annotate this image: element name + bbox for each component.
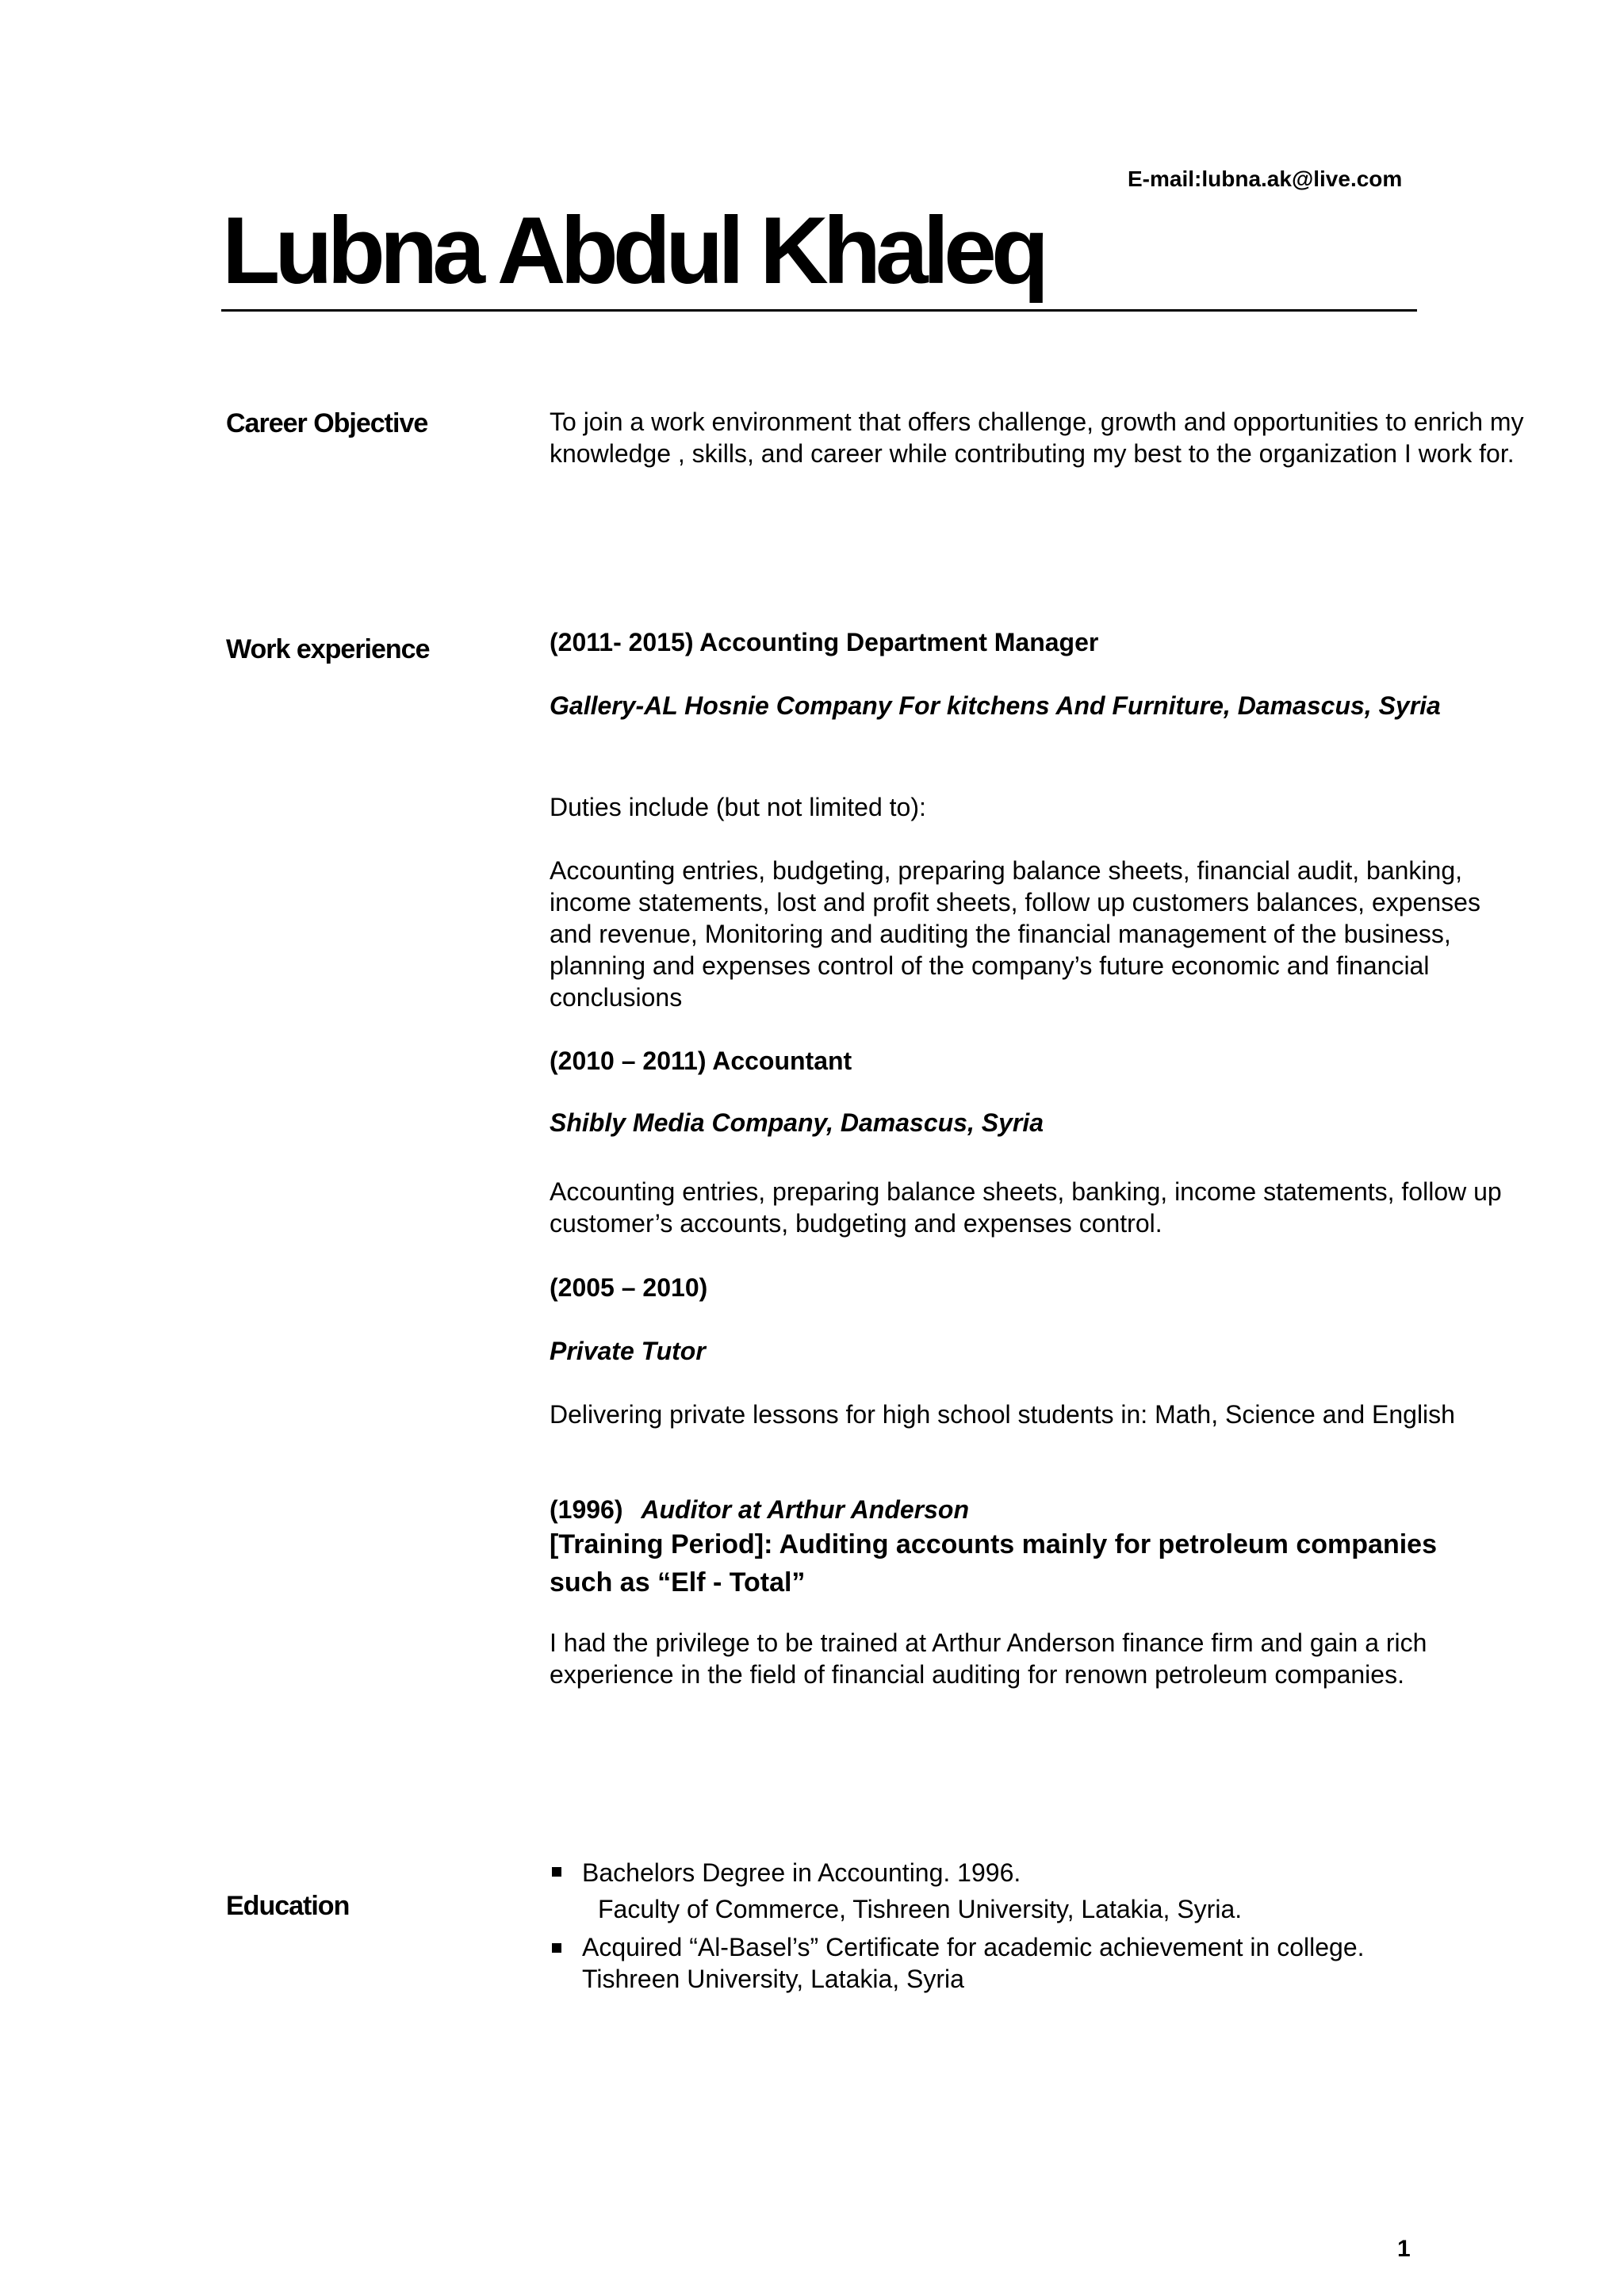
job-3-years: (2005 – 2010) [550,1273,708,1302]
education-item-1-institution: Faculty of Commerce, Tishreen University, Latakia, Syria. [598,1895,1243,1923]
education-item-1-degree: Bachelors Degree in Accounting. 1996. [582,1858,1021,1887]
email-address: E-mail:lubna.ak@live.com [1128,166,1403,191]
job-3-role: Private Tutor [550,1337,706,1365]
education-item [550,1855,1525,1928]
job-4-role: Auditor at Arthur Anderson [641,1495,969,1524]
work-experience-heading: Work experience [226,634,430,664]
job-3-description: Delivering private lessons for high school students in: Math, Science and English [550,1400,1455,1429]
job-4-years: (1996) [550,1495,623,1524]
page-number: 1 [1397,2236,1411,2262]
applicant-name: Lubna Abdul Khaleq [222,197,1044,304]
bullet-icon [552,1943,561,1953]
job-4-training: [Training Period]: Auditing accounts mainly for petroleum companies such as “Elf - Total” [550,1529,1437,1598]
job-1-company: Gallery-AL Hosnie Company For kitchens And Furniture, Damascus, Syria [550,691,1441,720]
bullet-icon [552,1867,561,1877]
education-item-2-institution: Tishreen University, Latakia, Syria [582,1965,964,1993]
education-item-2-certificate: Acquired “Al-Basel’s” Certificate for academic achievement in college. [582,1933,1365,1961]
job-2-description: Accounting entries, preparing balance sheets, banking, income statements, follow up customer’s accounts, budgeting and expenses control. [550,1177,1502,1238]
job-1-description: Accounting entries, budgeting, preparing balance sheets, financial audit, banking, income statements, lost and profit sheets, follow up customers balances, expenses and revenue, Monitoring and auditing the financial management of the business, planning and expenses control of the company’s future economic and financial conclusions [550,856,1480,1012]
job-4-description: I had the privilege to be trained at Arthur Anderson finance firm and gain a rich experience in the field of financial auditing for renown petroleum companies. [550,1628,1427,1689]
job-2-company: Shibly Media Company, Damascus, Syria [550,1108,1044,1137]
education-item [550,1931,1525,1995]
job-1-duties-intro: Duties include (but not limited to): [550,793,926,821]
header-divider [221,309,1417,312]
career-objective-text: To join a work environment that offers challenge, growth and opportunities to enrich my knowledge , skills, and career while contributing my best to the organization I work for. [550,408,1524,468]
job-4-heading [550,1494,1525,1525]
career-objective-heading: Career Objective [226,408,428,438]
job-1-title: (2011- 2015) Accounting Department Manager [550,628,1099,656]
education-heading: Education [226,1891,350,1921]
job-2-title: (2010 – 2011) Accountant [550,1047,852,1075]
education-list [550,1855,1525,1995]
